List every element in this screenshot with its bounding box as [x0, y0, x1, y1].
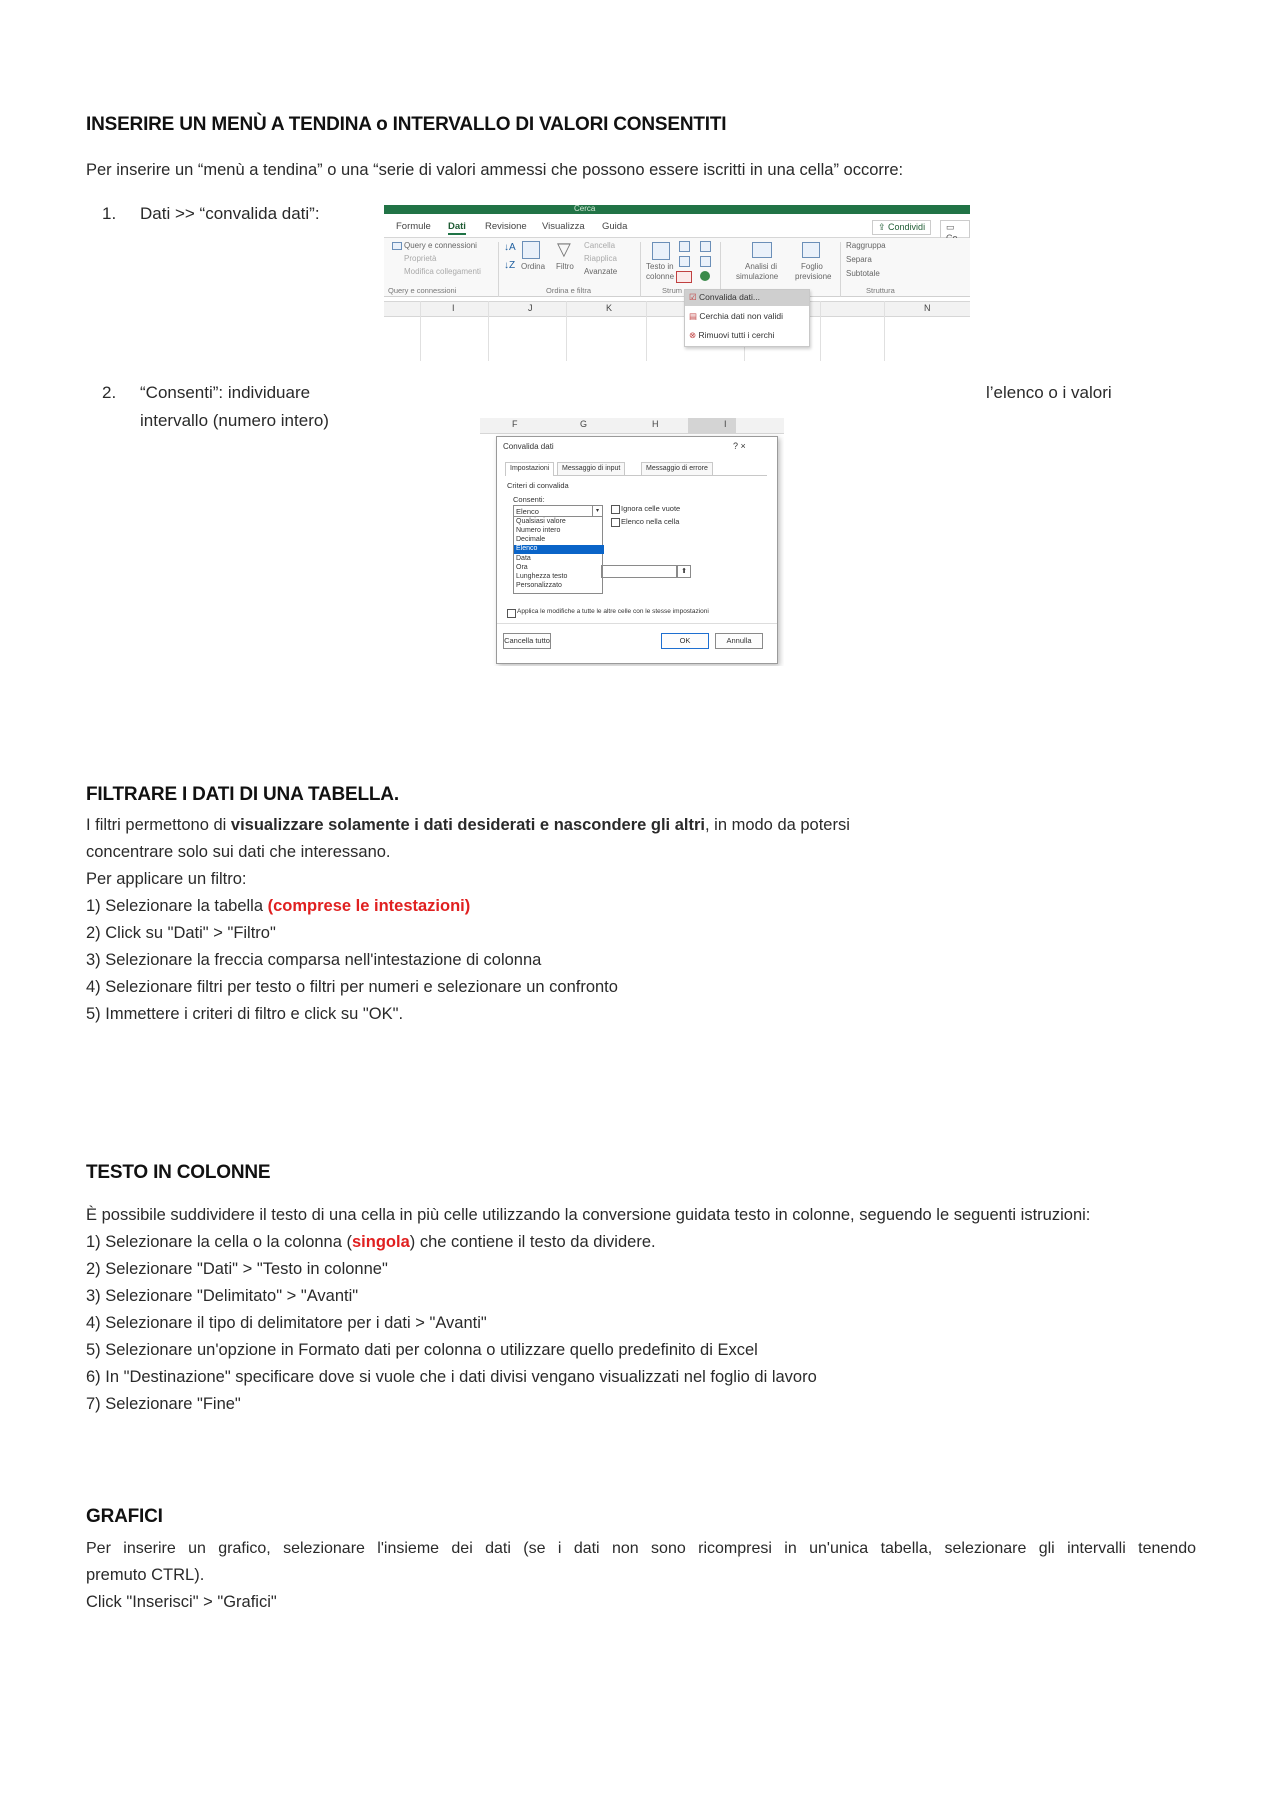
- ribbon-title-bar: [384, 205, 970, 214]
- ribbon-separator: [840, 242, 841, 302]
- ok-button[interactable]: OK: [661, 633, 709, 649]
- data-validation-icon[interactable]: [676, 271, 692, 283]
- sort-za-icon: ↓Z: [504, 260, 516, 271]
- ignore-blank-checkbox[interactable]: [611, 505, 620, 514]
- tab-impostazioni[interactable]: Impostazioni: [505, 462, 554, 476]
- consenti-select-value: Elenco: [516, 507, 539, 516]
- ribbon-item-modifica[interactable]: Modifica collegamenti: [404, 267, 481, 276]
- text-to-columns-icon[interactable]: [652, 242, 670, 260]
- tab-messaggio-input[interactable]: Messaggio di input: [557, 462, 625, 475]
- list-item[interactable]: Decimale: [516, 536, 546, 543]
- comment-icon: ▭: [946, 222, 955, 232]
- charts-paragraph-2: premuto CTRL).: [86, 1566, 205, 1584]
- in-cell-dropdown-label: Elenco nella cella: [621, 517, 680, 526]
- step-text-1: Dati >> “convalida dati”:: [140, 204, 320, 223]
- tab-messaggio-errore[interactable]: Messaggio di errore: [641, 462, 713, 475]
- consenti-options-list: [513, 516, 603, 594]
- chevron-down-icon[interactable]: ▾: [592, 506, 602, 517]
- sort-icon[interactable]: [522, 241, 540, 259]
- list-item[interactable]: Data: [516, 555, 531, 562]
- filter-step-3: 3) Selezionare la freccia comparsa nell'intestazione di colonna: [86, 951, 542, 969]
- columns-step-7: 7) Selezionare "Fine": [86, 1395, 241, 1413]
- ribbon-group-query: Query e connessioni: [388, 286, 457, 295]
- filter-step-1-text: 1) Selezionare la tabella: [86, 897, 268, 915]
- filter-step-1: [86, 893, 470, 920]
- filter-p1-c: , in modo da potersi: [704, 816, 850, 834]
- ribbon-item-proprieta[interactable]: Proprietà: [404, 254, 437, 263]
- column-header[interactable]: G: [580, 419, 588, 429]
- criteria-label: Criteri di convalida: [507, 481, 569, 490]
- step-number-2: 2.: [102, 383, 117, 402]
- ribbon-item-simulazione[interactable]: simulazione: [736, 272, 779, 281]
- filter-step-2: 2) Click su "Dati" > "Filtro": [86, 924, 276, 942]
- column-header[interactable]: I: [452, 303, 455, 313]
- section-title-testo-in-colonne: TESTO IN COLONNE: [86, 1162, 271, 1183]
- columns-step-1-c: ) che contiene il testo da dividere.: [409, 1233, 656, 1251]
- clear-all-button[interactable]: Cancella tutto: [503, 633, 551, 649]
- ribbon-item-foglio[interactable]: Foglio: [801, 262, 823, 271]
- clear-circles-icon: ⊗: [689, 330, 699, 340]
- ribbon-separator: [640, 242, 641, 302]
- step-text-2b: l’elenco o i valori: [986, 383, 1112, 402]
- ribbon-item-analisi[interactable]: Analisi di: [745, 262, 778, 271]
- range-select-icon[interactable]: ⬆: [677, 565, 691, 578]
- list-item[interactable]: Ora: [516, 564, 528, 571]
- cancel-button[interactable]: Annulla: [715, 633, 763, 649]
- columns-step-3: 3) Selezionare "Delimitato" > "Avanti": [86, 1287, 359, 1305]
- share-label: Condividi: [888, 222, 926, 232]
- ribbon-group-ordina: Ordina e filtra: [546, 286, 592, 295]
- ribbon-item-filtro[interactable]: Filtro: [556, 262, 574, 271]
- list-item[interactable]: Lunghezza testo: [516, 573, 568, 580]
- section-title-grafici: GRAFICI: [86, 1506, 163, 1527]
- columns-step-6: 6) In "Destinazione" specificare dove si vuole che i dati divisi vengano visualizzati nel foglio di lavoro: [86, 1368, 817, 1386]
- menu-item-rimuovi-cerchi[interactable]: [689, 330, 775, 341]
- tab-visualizza[interactable]: Visualizza: [542, 221, 585, 232]
- filter-p1-bold: visualizzare solamente i dati desiderati e nascondere gli altri: [230, 816, 705, 834]
- filter-step-1-highlight: (comprese le intestazioni): [267, 897, 471, 915]
- ribbon-item-cancella[interactable]: Cancella: [584, 241, 616, 250]
- ribbon-item-raggruppa[interactable]: Raggruppa: [846, 241, 886, 250]
- grid-line: [488, 301, 489, 361]
- dialog-divider: [497, 623, 777, 624]
- column-header[interactable]: I: [724, 419, 727, 429]
- ribbon-group-struttura: Struttura: [866, 286, 895, 295]
- column-header[interactable]: J: [528, 303, 533, 313]
- columns-step-1-highlight: singola: [352, 1233, 410, 1251]
- columns-step-5: 5) Selezionare un'opzione in Formato dati per colonna o utilizzare quello predefinito di Excel: [86, 1341, 758, 1359]
- column-header-row: [384, 301, 970, 317]
- step-number-1: 1.: [102, 204, 117, 223]
- data-validation-dropdown-menu: [684, 289, 810, 347]
- columns-step-2: 2) Selezionare "Dati" > "Testo in colonne": [86, 1260, 388, 1278]
- charts-paragraph-3: Click "Inserisci" > "Grafici": [86, 1593, 277, 1611]
- selected-column: [688, 418, 736, 433]
- data-model-icon[interactable]: [700, 271, 710, 281]
- ribbon-item-testo-in[interactable]: Testo in: [646, 262, 674, 271]
- column-header[interactable]: K: [606, 303, 613, 313]
- columns-intro: È possibile suddividere il testo di una cella in più celle utilizzando la conversione guidata testo in colonne, seguendo le seguenti istruzioni:: [86, 1206, 1091, 1224]
- sort-az-icon: ↓A: [504, 242, 516, 253]
- ribbon-search-text: Cerca: [574, 205, 596, 213]
- grid-line: [646, 301, 647, 361]
- circle-invalid-icon: ▤: [689, 311, 700, 321]
- tab-guida[interactable]: Guida: [602, 221, 628, 232]
- section-title-filtrare: FILTRARE I DATI DI UNA TABELLA.: [86, 784, 399, 805]
- filter-paragraph-1: [86, 812, 850, 839]
- column-header-row: [480, 418, 784, 434]
- ribbon-item-separa[interactable]: Separa: [846, 255, 872, 264]
- columns-step-1-a: 1) Selezionare la cella o la colonna (: [86, 1233, 352, 1251]
- validation-icon: ☑: [689, 292, 699, 302]
- menu-item-cerchia-dati[interactable]: [689, 311, 783, 322]
- dialog-title: Convalida dati: [503, 442, 554, 451]
- grid-line: [820, 301, 821, 361]
- columns-step-1: [86, 1229, 656, 1256]
- ribbon-item-subtotale[interactable]: Subtotale: [846, 269, 880, 278]
- sheet-grid: [384, 297, 970, 361]
- share-button[interactable]: [872, 220, 931, 235]
- consenti-label: Consenti:: [513, 495, 545, 504]
- in-cell-dropdown-checkbox[interactable]: [611, 518, 620, 527]
- list-item[interactable]: Personalizzato: [516, 582, 562, 589]
- filter-paragraph-1-cont: concentrare solo sui dati che interessano.: [86, 843, 391, 861]
- ignore-blank-label: Ignora celle vuote: [621, 504, 681, 513]
- grid-line: [420, 301, 421, 361]
- tab-formule[interactable]: Formule: [396, 221, 431, 232]
- ribbon-group-strumenti: Strum: [662, 286, 683, 295]
- filter-step-4: 4) Selezionare filtri per testo o filtri per numeri e selezionare un confronto: [86, 978, 618, 996]
- apply-all-checkbox[interactable]: [507, 609, 516, 618]
- ribbon-body: [384, 238, 970, 297]
- filter-p1-a: I filtri permettono di: [86, 816, 231, 834]
- ribbon-tabs: [384, 219, 970, 238]
- column-header[interactable]: F: [512, 419, 518, 429]
- grid-line: [884, 301, 885, 361]
- grid-line: [566, 301, 567, 361]
- relationships-icon[interactable]: [700, 256, 711, 267]
- section1-intro: Per inserire un “menù a tendina” o una “serie di valori ammessi che possono essere iscritti in una cella” occorre:: [86, 161, 904, 179]
- tab-revisione[interactable]: Revisione: [485, 221, 527, 232]
- filter-step-5: 5) Immettere i criteri di filtro e click su "OK".: [86, 1005, 404, 1023]
- column-header[interactable]: H: [652, 419, 659, 429]
- ribbon-item-query[interactable]: Query e connessioni: [404, 241, 477, 250]
- menu-label: Convalida dati...: [698, 292, 760, 302]
- menu-label: Rimuovi tutti i cerchi: [698, 330, 775, 340]
- menu-label: Cerchia dati non validi: [699, 311, 784, 321]
- filter-paragraph-2: Per applicare un filtro:: [86, 870, 247, 888]
- tab-dati[interactable]: Dati: [448, 221, 466, 235]
- consolidate-icon[interactable]: [700, 241, 711, 252]
- columns-step-4: 4) Selezionare il tipo di delimitatore per i dati > "Avanti": [86, 1314, 487, 1332]
- source-input[interactable]: [601, 565, 677, 578]
- ribbon-item-previsione[interactable]: previsione: [795, 272, 832, 281]
- ribbon-item-avanzate[interactable]: Avanzate: [584, 267, 618, 276]
- section-title-menu-tendina: INSERIRE UN MENÙ A TENDINA o INTERVALLO DI VALORI CONSENTITI: [86, 114, 727, 135]
- list-item[interactable]: Qualsiasi valore: [516, 518, 566, 525]
- data-validation-dialog-screenshot: [480, 418, 784, 666]
- share-icon: ⇪: [878, 222, 889, 232]
- step-text-2a: “Consenti”: individuare: [140, 383, 311, 402]
- list-item[interactable]: Numero intero: [516, 527, 561, 534]
- query-icon: [392, 242, 402, 250]
- ribbon-item-ordina[interactable]: Ordina: [521, 262, 546, 271]
- charts-paragraph-1: Per inserire un grafico, selezionare l'insieme dei dati (se i dati non sono ricompresi in un'unica tabella, selezionare gli intervalli tenendo: [86, 1540, 1196, 1557]
- ribbon-item-colonne[interactable]: colonne: [646, 272, 675, 281]
- column-header[interactable]: N: [924, 303, 931, 313]
- filter-icon[interactable]: ▽: [557, 239, 571, 259]
- dialog-title-controls[interactable]: ? ×: [733, 441, 746, 451]
- excel-ribbon-screenshot: [384, 205, 970, 361]
- apply-all-label: Applica le modifiche a tutte le altre celle con le stesse impostazioni: [517, 608, 709, 615]
- dialog-tabs: [505, 462, 767, 476]
- remove-duplicates-icon[interactable]: [679, 256, 690, 267]
- ribbon-item-riapplica[interactable]: Riapplica: [584, 254, 617, 263]
- what-if-icon[interactable]: [752, 242, 772, 258]
- flash-fill-icon[interactable]: [679, 241, 690, 252]
- menu-item-convalida-dati[interactable]: [689, 292, 760, 303]
- convalida-dati-dialog: [496, 436, 778, 664]
- ribbon-separator: [498, 242, 499, 302]
- forecast-icon[interactable]: [802, 242, 820, 258]
- list-item-selected[interactable]: Elenco: [514, 545, 604, 554]
- step-text-2c: intervallo (numero intero): [140, 411, 329, 430]
